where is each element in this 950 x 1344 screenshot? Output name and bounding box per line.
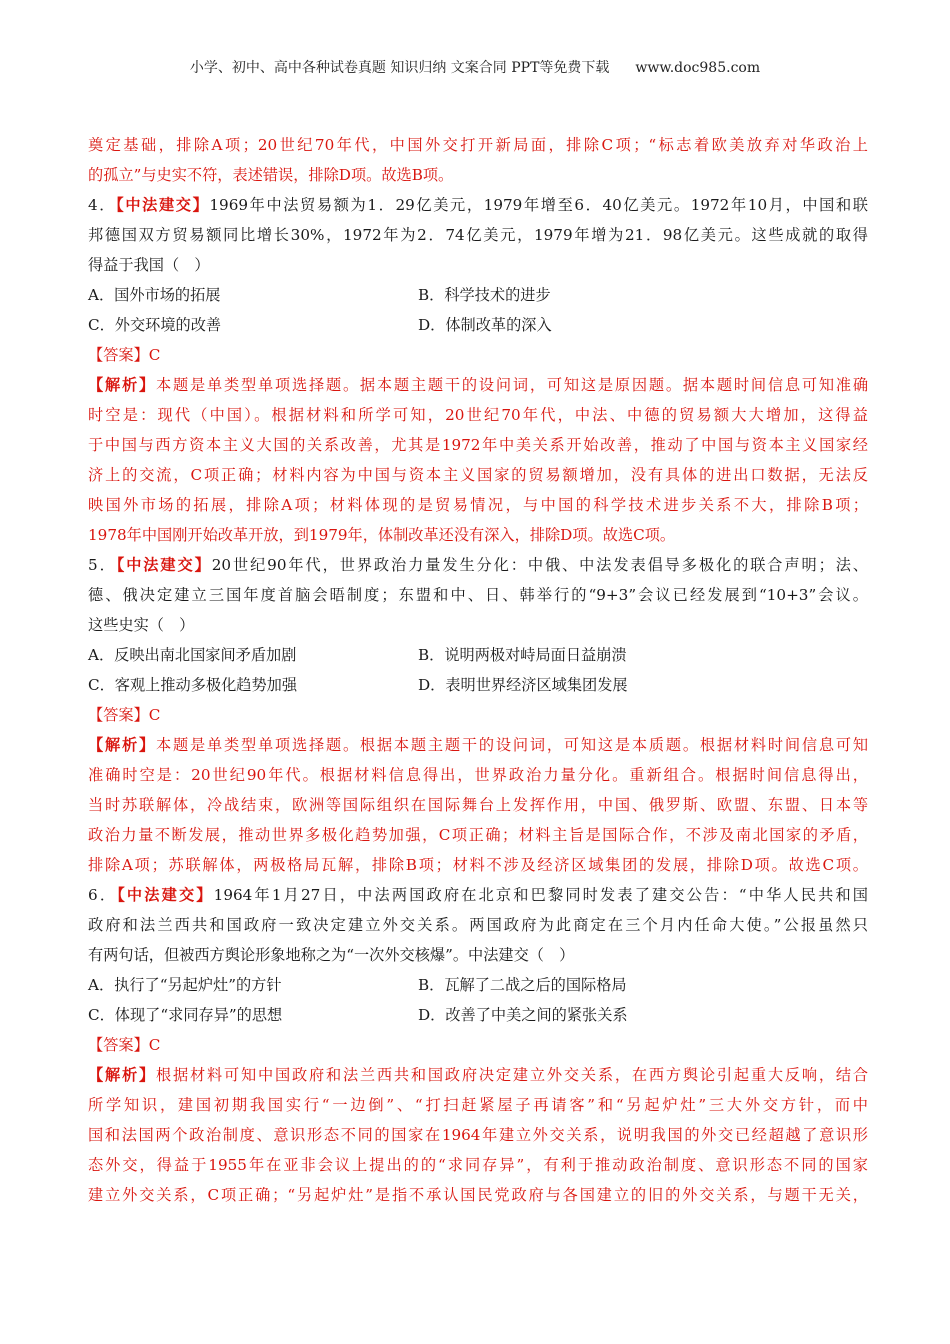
question-5-analysis-line: 当时苏联解体，冷战结束，欧洲等国际组织在国际舞台上发挥作用，中国、俄罗斯、欧盟、东盟、日本等	[88, 796, 868, 814]
question-6-options-row	[88, 1000, 868, 1030]
question-4-analysis-line: 1978年中国刚开始改革开放，到1979年，体制改革还没有深入，排除D项。故选C项。	[88, 526, 676, 544]
question-4-analysis-line: 济上的交流，C项正确；材料内容为中国与资本主义国家的贸易额增加，没有具体的进出口数据，无法反	[88, 466, 868, 484]
stem-text: 1964年1月27日，中法两国政府在北京和巴黎同时发表了建交公告：“中华人民共和国	[213, 886, 868, 904]
question-4-stem-line: 邦德国双方贸易额同比增长30%，1972年为2．74亿美元，1979年增为21．98亿美元。这些成就的取得	[88, 226, 868, 244]
question-6-stem-line: 政府和法兰西共和国政府一致决定建立外交关系。两国政府为此商定在三个月内任命大使。”公报虽然只	[88, 916, 868, 934]
question-6-analysis-line: 所学知识，建国初期我国实行“一边倒”、“打扫赶紧屋子再请客”和“另起炉灶”三大外交方针，而中	[88, 1096, 868, 1114]
question-5-answer: 【答案】C	[88, 706, 161, 724]
question-5-stem-line	[88, 550, 868, 580]
question-6-answer: 【答案】C	[88, 1036, 161, 1054]
page-header	[0, 57, 950, 77]
analysis-text: 根据材料可知中国政府和法兰西共和国政府决定建立外交关系，在西方舆论引起重大反响，结合	[155, 1066, 869, 1084]
question-4-options-row	[88, 280, 868, 310]
question-6-stem-line: 有两句话，但被西方舆论形象地称之为“一次外交核爆”。中法建交（ ）	[88, 946, 575, 964]
question-4-stem-line	[88, 190, 868, 220]
question-5-stem-line: 德、俄决定建立三国年度首脑会晤制度；东盟和中、日、韩举行的“9+3”会议已经发展到“10+3”会议。	[88, 586, 868, 604]
analysis-label: 【解析】	[88, 1066, 156, 1084]
question-number: 4．	[88, 196, 117, 214]
stem-text: 20世纪90年代，世界政治力量发生分化：中俄、中法发表倡导多极化的联合声明；法、	[211, 556, 868, 574]
lead-line: 奠定基础，排除A项；20世纪70年代，中国外交打开新局面，排除C项；“标志着欧美放弃对华政治上	[88, 136, 868, 154]
question-4-answer: 【答案】C	[88, 346, 161, 364]
page-content	[88, 130, 868, 1210]
question-4-analysis-line	[88, 370, 868, 400]
header-url[interactable]: www.doc985.com	[635, 60, 761, 76]
question-number: 6．	[88, 886, 118, 904]
question-4-analysis-line: 时空是：现代（中国）。根据材料和所学可知，20世纪70年代，中法、中德的贸易额大大增加，这得益	[88, 406, 868, 424]
question-4-stem-line: 得益于我国（ ）	[88, 256, 210, 274]
question-6-analysis-line: 建立外交关系，C项正确；“另起炉灶”是指不承认国民党政府与各国建立的旧的外交关系，与题干无关，	[88, 1186, 868, 1204]
question-4-options-row	[88, 310, 868, 340]
question-4-analysis-line: 映国外市场的拓展，排除A项；材料体现的是贸易情况，与中国的科学技术进步关系不大，排除B项；	[88, 496, 868, 514]
option-a: A．国外市场的拓展	[88, 286, 221, 304]
option-c: C．体现了“求同存异”的思想	[88, 1006, 283, 1024]
question-5-analysis-line: 政治力量不断发展，推动世界多极化趋势加强，C项正确；材料主旨是国际合作，不涉及南北国家的矛盾，	[88, 826, 868, 844]
question-6-analysis-line: 国和法国两个政治制度、意识形态不同的国家在1964年建立外交关系，说明我国的外交已经超越了意识形	[88, 1126, 868, 1144]
question-tag: 【中法建交】	[116, 556, 212, 574]
analysis-text: 本题是单类型单项选择题。据本题主题干的设问词，可知这是原因题。据本题时间信息可知准确	[155, 376, 869, 394]
question-tag: 【中法建交】	[117, 886, 214, 904]
question-6-options-row	[88, 970, 868, 1000]
option-a: A．执行了“另起炉灶”的方针	[88, 976, 282, 994]
option-d: D．改善了中美之间的紧张关系	[418, 1006, 628, 1024]
stem-text: 1969年中法贸易额为1．29亿美元，1979年增至6．40亿美元。1972年10月，中国和联	[209, 196, 868, 214]
analysis-text: 本题是单类型单项选择题。根据本题主题干的设问词，可知这是本质题。根据材料时间信息可知	[155, 736, 869, 754]
question-5-options-row	[88, 670, 868, 700]
analysis-label: 【解析】	[88, 376, 156, 394]
question-5-analysis-line: 排除A项；苏联解体，两极格局瓦解，排除B项；材料不涉及经济区域集团的发展，排除D项。故选C项。	[88, 856, 868, 874]
question-6-stem-line	[88, 880, 868, 910]
option-c: C．外交环境的改善	[88, 316, 222, 334]
option-d: D．表明世界经济区域集团发展	[418, 676, 628, 694]
question-tag: 【中法建交】	[116, 196, 210, 214]
question-4-analysis-line: 于中国与西方资本主义大国的关系改善，尤其是1972年中美关系开始改善，推动了中国与资本主义国家经	[88, 436, 868, 454]
option-d: D．体制改革的深入	[418, 316, 552, 334]
option-c: C．客观上推动多极化趋势加强	[88, 676, 298, 694]
option-b: B．科学技术的进步	[418, 286, 551, 304]
option-b: B．说明两极对峙局面日益崩溃	[418, 646, 627, 664]
option-a: A．反映出南北国家间矛盾加剧	[88, 646, 297, 664]
question-5-analysis-line: 准确时空是：20世纪90年代。根据材料信息得出，世界政治力量分化。重新组合。根据时间信息得出，	[88, 766, 868, 784]
question-5-options-row	[88, 640, 868, 670]
option-b: B．瓦解了二战之后的国际格局	[418, 976, 627, 994]
analysis-label: 【解析】	[88, 736, 156, 754]
question-6-analysis-line: 态外交，得益于1955年在亚非会议上提出的的“求同存异”，有利于推动政治制度、意识形态不同的国家	[88, 1156, 868, 1174]
question-number: 5．	[88, 556, 117, 574]
header-text: 小学、初中、高中各种试卷真题 知识归纳 文案合同 PPT等免费下载	[189, 60, 610, 76]
question-6-analysis-line	[88, 1060, 868, 1090]
question-5-stem-line: 这些史实（ ）	[88, 616, 195, 634]
question-5-analysis-line	[88, 730, 868, 760]
lead-line: 的孤立”与史实不符，表述错误，排除D项。故选B项。	[88, 166, 454, 184]
